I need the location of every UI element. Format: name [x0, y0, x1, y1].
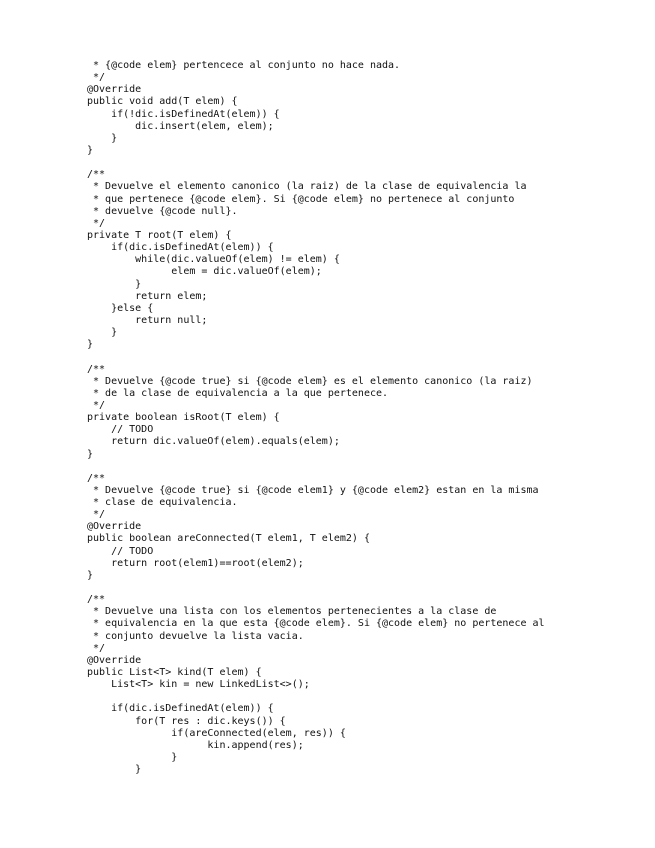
- code-line: /**: [87, 472, 106, 484]
- code-line: * conjunto devuelve la lista vacia.: [87, 630, 304, 642]
- code-line: return elem;: [87, 290, 208, 302]
- code-line: * que pertenece {@code elem}. Si {@code elem} no pertenece al conjunto: [87, 193, 515, 205]
- code-line: for(T res : dic.keys()) {: [87, 715, 286, 727]
- code-line: // TODO: [87, 424, 154, 436]
- code-line: }: [87, 448, 94, 460]
- code-line: */: [87, 399, 106, 411]
- code-listing: [87, 60, 545, 776]
- code-line: private T root(T elem) {: [87, 229, 232, 241]
- code-line: return dic.valueOf(elem).equals(elem);: [87, 436, 340, 448]
- code-line: kin.append(res);: [87, 739, 304, 751]
- code-line: if(dic.isDefinedAt(elem)) {: [87, 703, 274, 715]
- code-line: }: [87, 339, 94, 351]
- code-line: }: [87, 132, 118, 144]
- blank-line: [87, 582, 545, 594]
- code-line: }: [87, 752, 178, 764]
- code-line: public List<T> kind(T elem) {: [87, 667, 262, 679]
- code-line: @Override: [87, 654, 142, 666]
- code-line: }else {: [87, 302, 154, 314]
- code-line: }: [87, 569, 94, 581]
- code-line: /**: [87, 363, 106, 375]
- code-line: * Devuelve una lista con los elementos pertenecientes a la clase de: [87, 606, 497, 618]
- blank-line: [87, 461, 545, 473]
- code-line: List<T> kin = new LinkedList<>();: [87, 679, 310, 691]
- code-line: /**: [87, 169, 106, 181]
- code-line: dic.insert(elem, elem);: [87, 120, 274, 132]
- code-line: public void add(T elem) {: [87, 96, 238, 108]
- code-line: * equivalencia en la que esta {@code elem}. Si {@code elem} no pertenece al: [87, 618, 545, 630]
- code-line: */: [87, 217, 106, 229]
- code-line: return root(elem1)==root(elem2);: [87, 557, 304, 569]
- code-line: * Devuelve {@code true} si {@code elem1} y {@code elem2} estan en la misma: [87, 484, 539, 496]
- code-line: }: [87, 278, 142, 290]
- code-line: * Devuelve el elemento canonico (la raiz) de la clase de equivalencia la: [87, 181, 527, 193]
- code-line: * Devuelve {@code true} si {@code elem} es el elemento canonico (la raiz): [87, 375, 533, 387]
- blank-line: [87, 351, 545, 363]
- code-line: */: [87, 509, 106, 521]
- code-line: }: [87, 764, 142, 776]
- code-line: @Override: [87, 84, 142, 96]
- code-line: public boolean areConnected(T elem1, T elem2) {: [87, 533, 370, 545]
- code-line: /**: [87, 594, 106, 606]
- code-line: @Override: [87, 521, 142, 533]
- code-line: * devuelve {@code null}.: [87, 205, 238, 217]
- code-line: */: [87, 642, 106, 654]
- code-line: return null;: [87, 314, 208, 326]
- code-line: while(dic.valueOf(elem) != elem) {: [87, 254, 340, 266]
- code-line: * de la clase de equivalencia a la que pertenece.: [87, 387, 389, 399]
- code-line: if(areConnected(elem, res)) {: [87, 727, 346, 739]
- code-line: * clase de equivalencia.: [87, 497, 238, 509]
- code-line: }: [87, 144, 94, 156]
- code-line: if(!dic.isDefinedAt(elem)) {: [87, 108, 280, 120]
- code-line: * {@code elem} pertencece al conjunto no hace nada.: [87, 60, 401, 71]
- code-line: private boolean isRoot(T elem) {: [87, 412, 280, 424]
- blank-line: [87, 157, 545, 169]
- code-line: */: [87, 72, 106, 84]
- code-line: }: [87, 327, 118, 339]
- code-line: elem = dic.valueOf(elem);: [87, 266, 322, 278]
- blank-line: [87, 691, 545, 703]
- code-line: if(dic.isDefinedAt(elem)) {: [87, 242, 274, 254]
- code-line: // TODO: [87, 545, 154, 557]
